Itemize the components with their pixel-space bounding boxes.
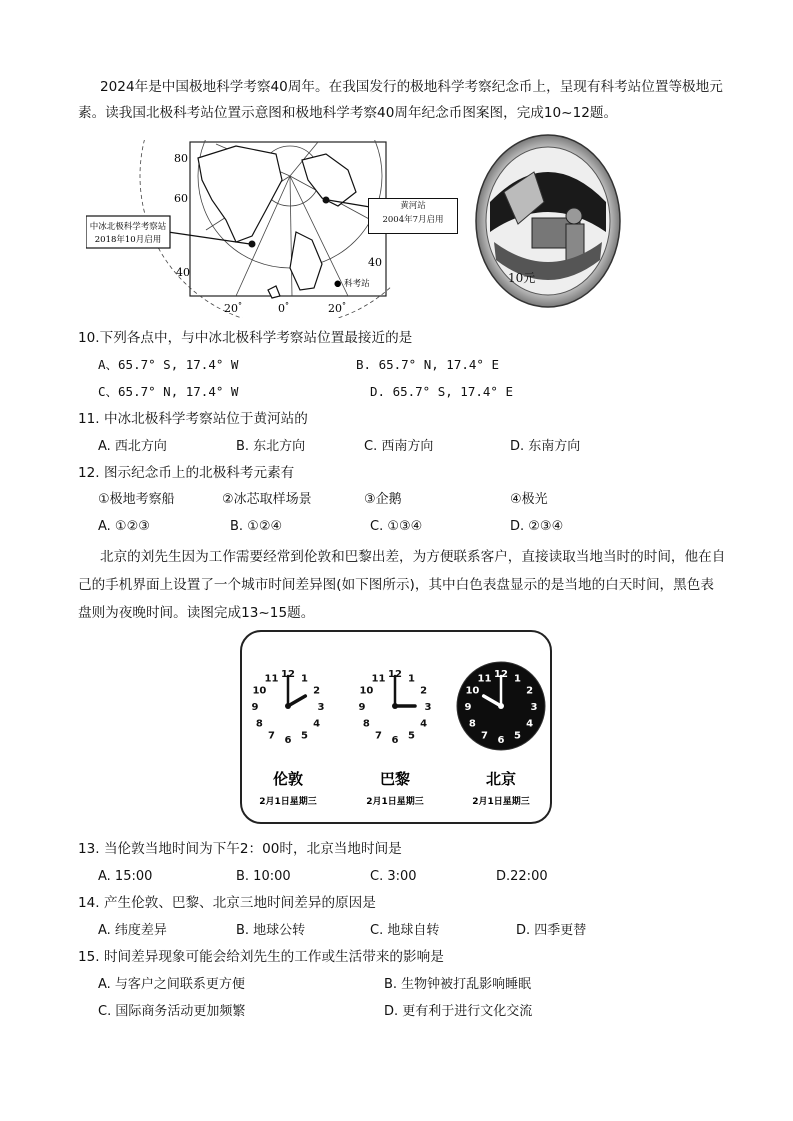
clock-number: 9: [251, 702, 259, 713]
question-13-option-d[interactable]: D.22:00: [496, 869, 548, 884]
clock-number: 4: [420, 718, 428, 730]
clock-number: 4: [313, 718, 321, 730]
clock-number: 10: [252, 685, 267, 697]
station1-date-label: 2018年10月启用: [94, 235, 162, 245]
clock-number: 5: [408, 730, 415, 742]
clock-face-beijing: [457, 662, 545, 750]
clock-number: 11: [371, 673, 386, 685]
clock-number: 1: [301, 673, 308, 685]
question-12-item-1: ①极地考察船: [98, 492, 175, 507]
clock-face-london: [244, 662, 332, 750]
question-12-option-d[interactable]: D. ②③④: [510, 519, 564, 534]
intro-text-2: 北京的刘先生因为工作需要经常到伦敦和巴黎出差，为方便联系客户，直接读取当地当时的时间，他在自己的手机界面上设置了一个城市时间差异图(如下图所示)，其中白色表盘显示的是当地的白天时间，黑色表盘则为夜晚时间。读图完成13~15题。: [78, 549, 726, 621]
clock-number: 7: [268, 730, 275, 742]
clock-date-london: 2月1日星期三: [259, 797, 317, 807]
clock-number: 10: [359, 685, 374, 697]
clock-number: 1: [514, 673, 521, 685]
clock-date-paris: 2月1日星期三: [366, 797, 424, 807]
question-11-option-a[interactable]: A. 西北方向: [98, 439, 167, 454]
question-12-option-a[interactable]: A. ①②③: [98, 519, 150, 534]
station2-date-label: 2004年7月启用: [382, 215, 444, 225]
clock-number: 2: [526, 685, 534, 697]
clock-number: 3: [530, 702, 538, 713]
lon-label-0: 0°: [278, 301, 289, 315]
clock-number: 8: [255, 718, 263, 730]
clock-center-pin: [285, 703, 291, 709]
intro-paragraph-2: [78, 543, 726, 627]
clock-number: 5: [514, 730, 521, 742]
question-13-stem: 13. 当伦敦当地时间为下午2：00时，北京当地时间是: [78, 841, 402, 857]
question-10-option-a[interactable]: A、65.7° S, 17.4° W: [98, 357, 239, 372]
clock-number: 9: [464, 702, 472, 713]
lat-label-40-left: 40: [176, 266, 190, 279]
lon-label-20e: 20°: [328, 301, 346, 315]
question-12-item-4: ④极光: [510, 492, 548, 507]
time-difference-panel: [240, 630, 552, 824]
question-14-option-c[interactable]: C. 地球自转: [370, 923, 440, 938]
question-10-stem: 10.下列各点中，与中冰北极科学考察站位置最接近的是: [78, 330, 413, 346]
question-11-option-b[interactable]: B. 东北方向: [236, 439, 306, 454]
clock-date-beijing: 2月1日星期三: [472, 797, 530, 807]
intro-paragraph-1: [78, 74, 726, 126]
coin-value-label: 10元: [508, 271, 536, 285]
map-legend: ● 科考站: [334, 279, 370, 289]
clock-number: 9: [358, 702, 366, 713]
clock-center-pin: [498, 703, 504, 709]
question-11-stem: 11. 中冰北极科学考察站位于黄河站的: [78, 411, 308, 427]
clock-number: 11: [264, 673, 279, 685]
question-15-stem: 15. 时间差异现象可能会给刘先生的工作或生活带来的影响是: [78, 949, 444, 965]
station1-name-label: 中冰北极科学考察站: [89, 222, 167, 232]
clock-number: 3: [317, 702, 325, 713]
question-15-option-d[interactable]: D. 更有利于进行文化交流: [384, 1004, 533, 1019]
clock-number: 3: [424, 702, 432, 713]
question-14-stem: 14. 产生伦敦、巴黎、北京三地时间差异的原因是: [78, 895, 376, 911]
question-12-item-2: ②冰芯取样场景: [222, 492, 312, 507]
question-15-option-b[interactable]: B. 生物钟被打乱影响睡眠: [384, 977, 532, 992]
clock-number: 2: [313, 685, 321, 697]
commemorative-coin: [474, 132, 622, 310]
question-11-option-d[interactable]: D. 东南方向: [510, 439, 581, 454]
question-12-stem: 12. 图示纪念币上的北极科考元素有: [78, 465, 295, 481]
station2-name-label: 黄河站: [400, 201, 426, 211]
clock-number: 6: [497, 735, 505, 746]
clock-number: 4: [526, 718, 534, 730]
clock-number: 6: [284, 735, 292, 746]
clock-city-beijing: 北京: [485, 770, 517, 788]
intro-text-1: 2024年是中国极地科学考察40周年。在我国发行的极地科学考察纪念币上，呈现有科考站位置等极地元素。读我国北极科考站位置示意图和极地科学考察40周年纪念币图案图，完成10~12题。: [78, 79, 723, 121]
question-13-option-a[interactable]: A. 15:00: [98, 869, 153, 884]
clock-number: 7: [481, 730, 488, 742]
question-15-option-c[interactable]: C. 国际商务活动更加频繁: [98, 1004, 246, 1019]
question-12-item-3: ③企鹅: [364, 492, 402, 507]
question-14-option-b[interactable]: B. 地球公转: [236, 923, 306, 938]
question-14-option-d[interactable]: D. 四季更替: [516, 923, 587, 938]
question-12-option-c[interactable]: C. ①③④: [370, 519, 423, 534]
lon-label-20w: 20°: [224, 301, 242, 315]
question-14-option-a[interactable]: A. 纬度差异: [98, 923, 167, 938]
question-10-option-b[interactable]: B. 65.7° N, 17.4° E: [356, 357, 499, 372]
lat-label-40-right: 40: [368, 256, 382, 269]
clock-number: 8: [468, 718, 476, 730]
clock-number: 1: [408, 673, 415, 685]
clock-number: 11: [477, 673, 492, 685]
lat-label-60: 60: [174, 192, 188, 205]
question-11-option-c[interactable]: C. 西南方向: [364, 439, 434, 454]
clock-number: 10: [465, 685, 480, 697]
question-15-option-a[interactable]: A. 与客户之间联系更方便: [98, 977, 245, 992]
clock-number: 12: [388, 669, 402, 680]
station2-label-box: [368, 198, 458, 234]
arctic-station-map: [86, 140, 392, 318]
lat-label-80: 80: [174, 152, 188, 165]
clock-number: 7: [375, 730, 382, 742]
clock-number: 6: [391, 735, 399, 746]
question-10-option-d[interactable]: D. 65.7° S, 17.4° E: [370, 384, 513, 399]
clock-number: 12: [281, 669, 295, 680]
question-13-option-c[interactable]: C. 3:00: [370, 869, 417, 884]
clock-number: 5: [301, 730, 308, 742]
clock-number: 8: [362, 718, 370, 730]
clock-face-paris: [351, 662, 439, 750]
clock-number: 2: [420, 685, 428, 697]
clock-city-paris: 巴黎: [379, 770, 411, 788]
clock-city-london: 伦敦: [272, 770, 304, 788]
question-12-option-b[interactable]: B. ①②④: [230, 519, 283, 534]
clock-number: 12: [494, 669, 508, 680]
clock-center-pin: [392, 703, 398, 709]
question-10-option-c[interactable]: C、65.7° N, 17.4° W: [98, 384, 239, 399]
question-13-option-b[interactable]: B. 10:00: [236, 869, 291, 884]
